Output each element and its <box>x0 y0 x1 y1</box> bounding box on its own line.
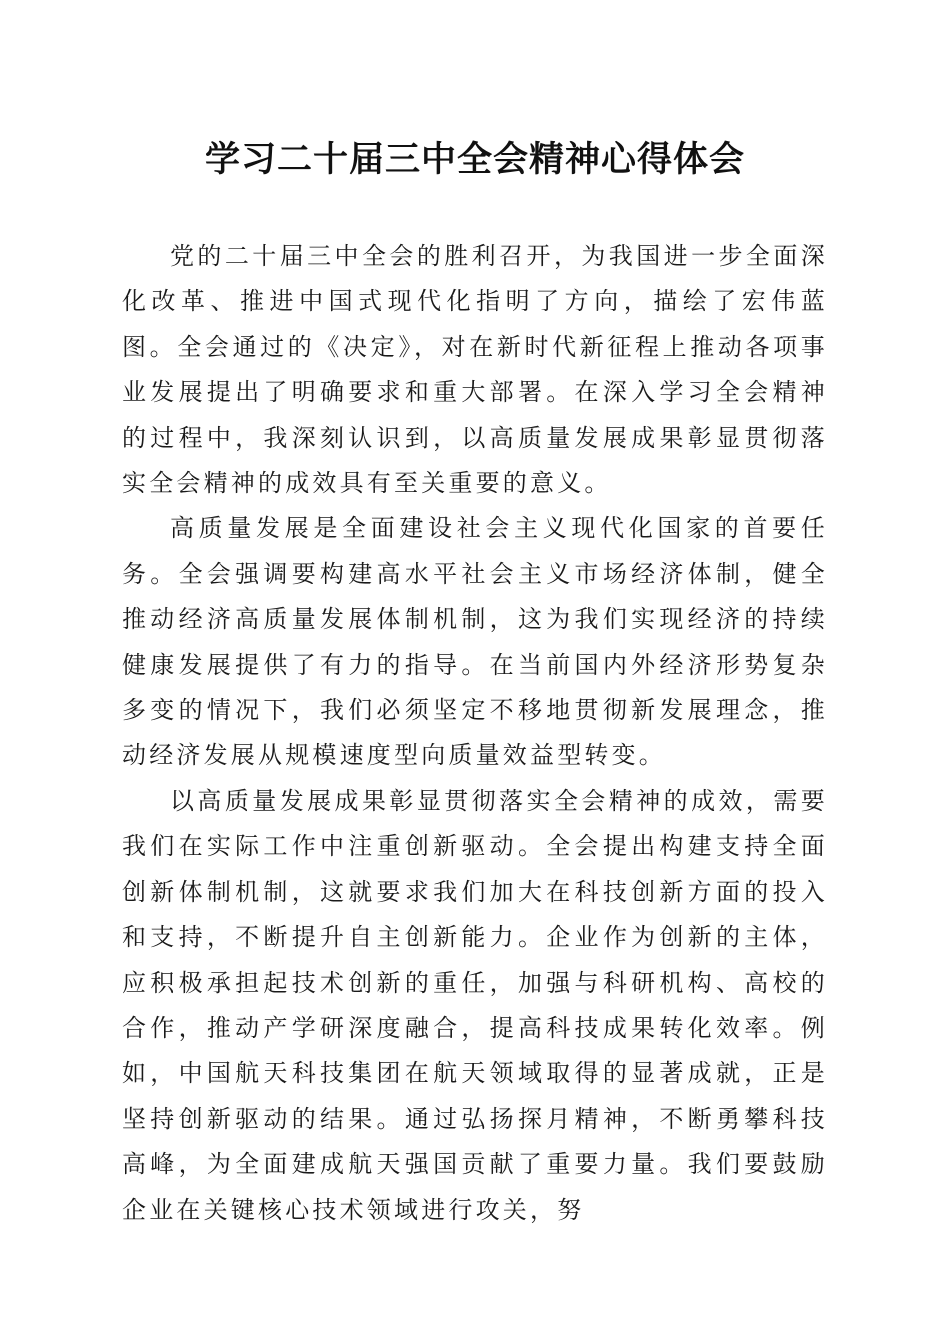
paragraph-1: 党的二十届三中全会的胜利召开，为我国进一步全面深化改革、推进中国式现代化指明了方向，描绘了宏伟蓝图。全会通过的《决定》，对在新时代新征程上推动各项事业发展提出了明确要求和重大部署。在深入学习全会精神的过程中，我深刻认识到，以高质量发展成果彰显贯彻落实全会精神的成效具有至关重要的意义。 <box>122 242 828 498</box>
document-body <box>122 234 828 1233</box>
document-title: 学习二十届三中全会精神心得体会 <box>204 139 745 180</box>
paragraph-2: 高质量发展是全面建设社会主义现代化国家的首要任务。全会强调要构建高水平社会主义市场经济体制，健全推动经济高质量发展体制机制，这为我们实现经济的持续健康发展提供了有力的指导。在当前国内外经济形势复杂多变的情况下，我们必须坚定不移地贯彻新发展理念，推动经济发展从规模速度型向质量效益型转变。 <box>122 514 828 770</box>
paragraph-3: 以高质量发展成果彰显贯彻落实全会精神的成效，需要我们在实际工作中注重创新驱动。全会提出构建支持全面创新体制机制，这就要求我们加大在科技创新方面的投入和支持，不断提升自主创新能力。企业作为创新的主体，应积极承担起技术创新的重任，加强与科研机构、高校的合作，推动产学研深度融合，提高科技成果转化效率。例如，中国航天科技集团在航天领域取得的显著成就，正是坚持创新驱动的结果。通过弘扬探月精神，不断勇攀科技高峰，为全面建成航天强国贡献了重要力量。我们要鼓励企业在关键核心技术领域进行攻关，努 <box>122 786 828 1224</box>
